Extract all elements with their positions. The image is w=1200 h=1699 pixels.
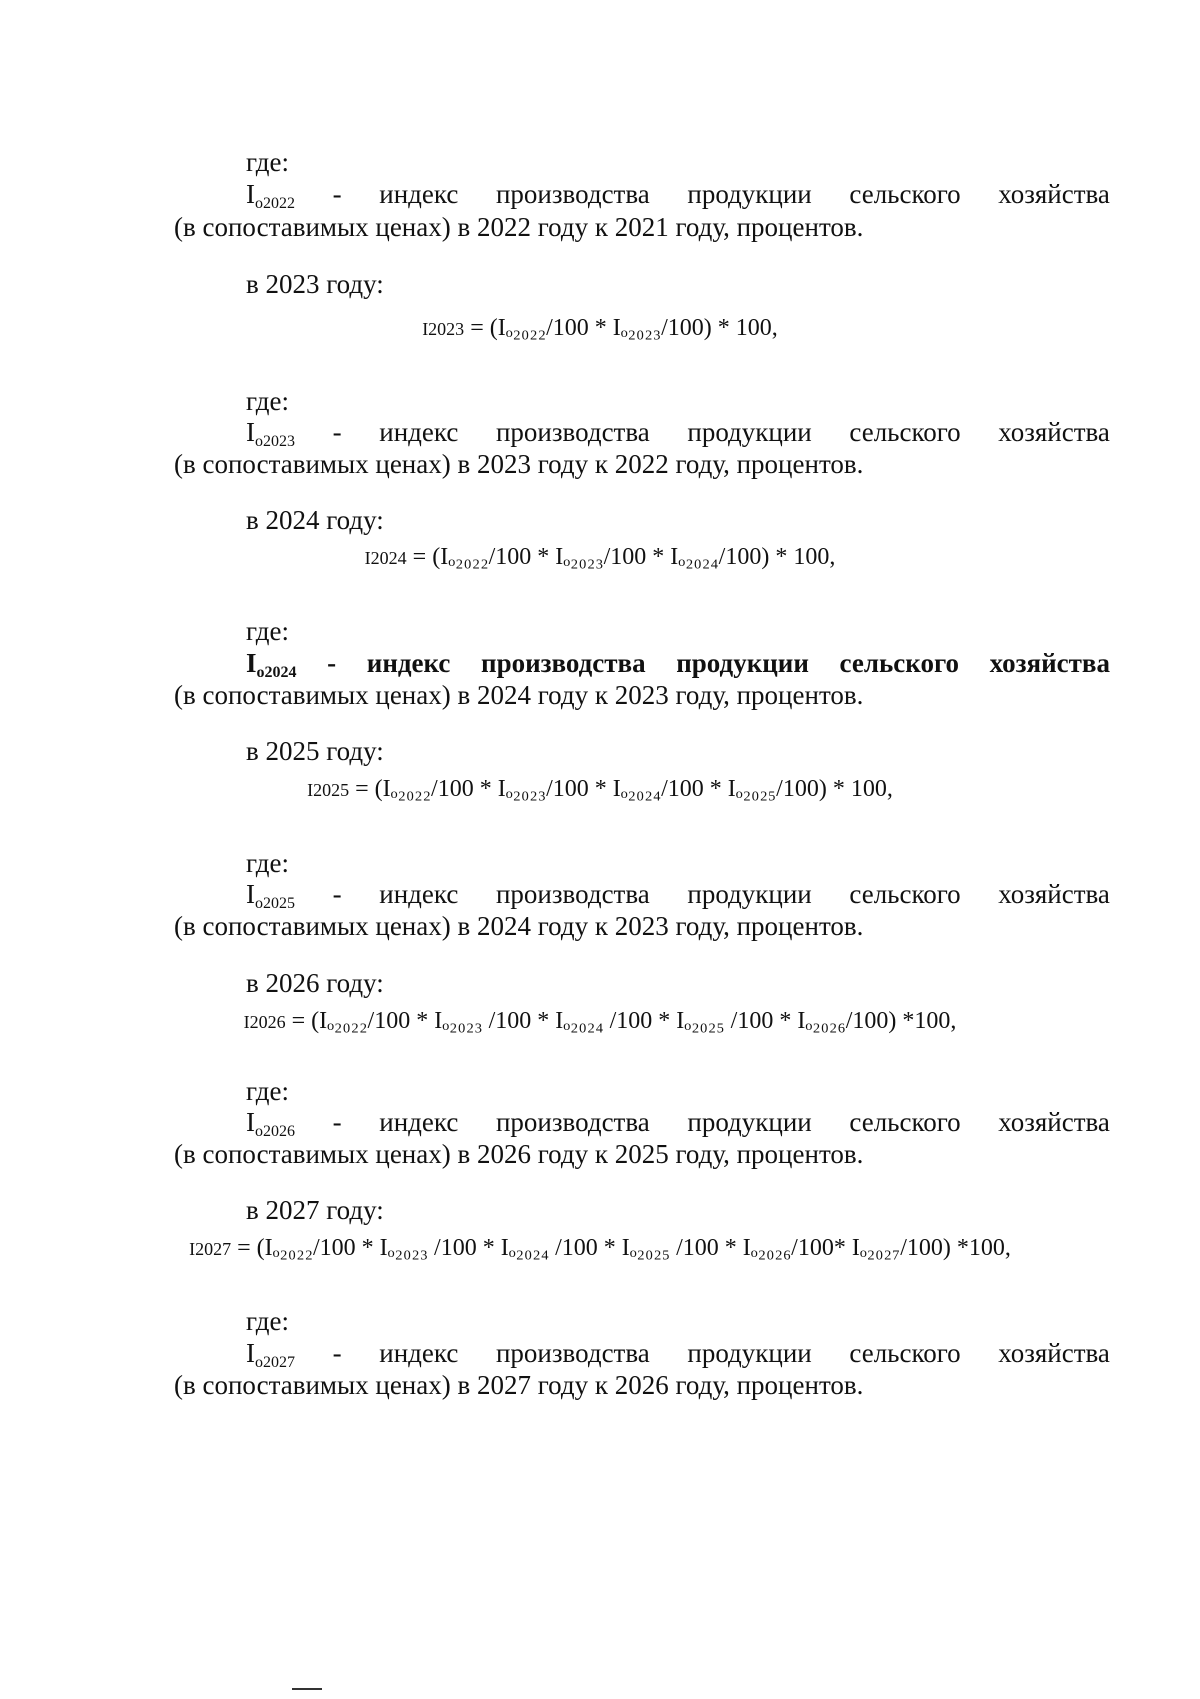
dash: - (332, 1338, 342, 1368)
term-word: продукции (687, 1338, 812, 1368)
term-word: индекс (379, 1107, 459, 1137)
definition-row-2025 (246, 878, 1110, 910)
definition-row-2026 (246, 1106, 1110, 1138)
term-word: продукции (687, 1107, 812, 1137)
definition-continuation: (в сопоставимых ценах) в 2022 году к 2021 году, процентов. (174, 212, 864, 242)
term-word: индекс (379, 879, 459, 909)
index-symbol: $I_{o2023}$ (246, 417, 295, 450)
where-label: где: (246, 616, 289, 646)
formula-2023: I2023 = (Iₒ₂₀₂₂/100 * Iₒ₂₀₂₃/100) * 100, (422, 315, 778, 341)
index-symbol: $I_{o2027}$ (246, 1338, 295, 1371)
term-word: хозяйства (998, 879, 1110, 909)
definition-continuation: (в сопоставимых ценах) в 2026 году к 2025 году, процентов. (174, 1139, 864, 1169)
index-symbol: $I_{o2022}$ (246, 179, 295, 212)
term-word: индекс (379, 179, 459, 209)
where-label: где: (246, 386, 289, 416)
where-label: где: (246, 1306, 289, 1336)
term-word: хозяйства (989, 648, 1110, 678)
term-word: индекс (379, 417, 459, 447)
dash: - (332, 1107, 342, 1137)
term-word: производства (495, 417, 650, 447)
definition-row-2023 (246, 416, 1110, 448)
dash: - (332, 417, 342, 447)
term-word: продукции (676, 648, 809, 678)
year-heading-2027: в 2027 году: (246, 1195, 384, 1225)
term-word: продукции (687, 417, 812, 447)
term-word: производства (495, 879, 650, 909)
footer-rule (292, 1688, 322, 1690)
definition-continuation: (в сопоставимых ценах) в 2024 году к 2023 году, процентов. (174, 911, 864, 941)
term-word: индекс (366, 648, 451, 678)
definition-continuation: (в сопоставимых ценах) в 2023 году к 2022 году, процентов. (174, 449, 864, 479)
definition-row-2024 (246, 647, 1110, 679)
year-heading-2024: в 2024 году: (246, 505, 384, 535)
term-word: индекс (379, 1338, 459, 1368)
term-word: сельского (849, 879, 961, 909)
term-word: производства (481, 648, 646, 678)
year-heading-2025: в 2025 году: (246, 736, 384, 766)
term-word: хозяйства (998, 1107, 1110, 1137)
where-label: где: (246, 848, 289, 878)
term-word: сельского (849, 1107, 961, 1137)
definition-continuation: (в сопоставимых ценах) в 2027 году к 2026 году, процентов. (174, 1370, 864, 1400)
term-word: сельского (849, 1338, 961, 1368)
definition-row-2022 (246, 178, 1110, 210)
term-word: продукции (687, 179, 812, 209)
dash: - (327, 648, 337, 678)
where-label: где: (246, 1076, 289, 1106)
index-symbol: $I_{o2026}$ (246, 1107, 295, 1140)
term-word: сельского (849, 179, 961, 209)
term-word: хозяйства (998, 179, 1110, 209)
formula-2027: I2027 = (Iₒ₂₀₂₂/100 * Iₒ₂₀₂₃ /100 * Iₒ₂₀₂₄ /100 * Iₒ₂₀₂₅ /100 * Iₒ₂₀₂₆/100* Iₒ₂₀₂₇/100) *100, (189, 1235, 1011, 1261)
term-word: продукции (687, 879, 812, 909)
term-word: производства (495, 1338, 650, 1368)
term-word: производства (495, 1107, 650, 1137)
term-word: производства (495, 179, 650, 209)
term-word: сельского (839, 648, 960, 678)
where-label: где: (246, 147, 289, 177)
definition-row-2027 (246, 1337, 1110, 1369)
year-heading-2023: в 2023 году: (246, 269, 384, 299)
year-heading-2026: в 2026 году: (246, 968, 384, 998)
term-word: сельского (849, 417, 961, 447)
dash: - (332, 879, 342, 909)
formula-2025: I2025 = (Iₒ₂₀₂₂/100 * Iₒ₂₀₂₃/100 * Iₒ₂₀₂₄/100 * Iₒ₂₀₂₅/100) * 100, (307, 776, 893, 802)
index-symbol: $I_{o2024}$ (246, 648, 297, 681)
index-symbol: $I_{o2025}$ (246, 879, 295, 912)
formula-2024: I2024 = (Iₒ₂₀₂₂/100 * Iₒ₂₀₂₃/100 * Iₒ₂₀₂₄/100) * 100, (364, 544, 836, 570)
dash: - (332, 179, 342, 209)
term-word: хозяйства (998, 1338, 1110, 1368)
definition-continuation: (в сопоставимых ценах) в 2024 году к 2023 году, процентов. (174, 680, 864, 710)
formula-2026: I2026 = (Iₒ₂₀₂₂/100 * Iₒ₂₀₂₃ /100 * Iₒ₂₀₂₄ /100 * Iₒ₂₀₂₅ /100 * Iₒ₂₀₂₆/100) *100, (243, 1008, 957, 1034)
term-word: хозяйства (998, 417, 1110, 447)
